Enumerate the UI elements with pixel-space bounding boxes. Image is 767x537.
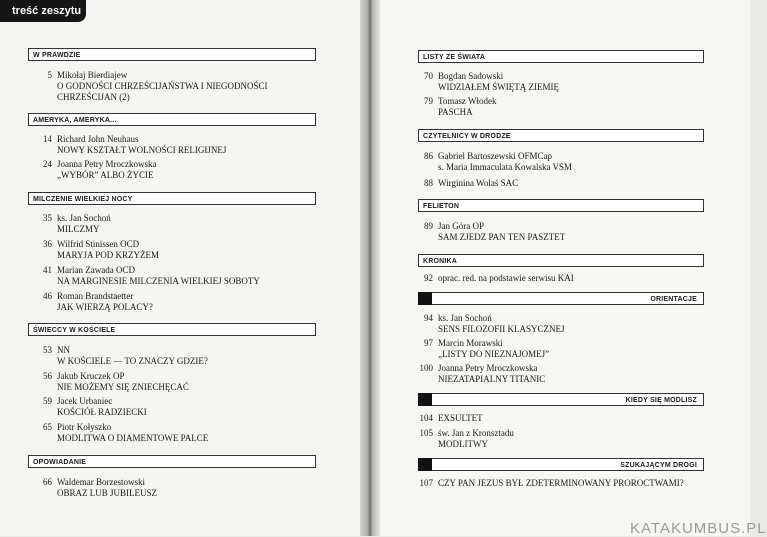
entry-title: SENS FILOZOFII KLASYCZNEJ [438,324,565,334]
entry-author: Bogdan Sadowski [438,71,504,81]
entry-author: Tomasz Włodek [438,96,497,106]
page-number: 86 [424,151,433,161]
section-header: LISTY ZE ŚWIATA [418,50,704,63]
entry-title: NIE MOŻEMY SIĘ ZNIECHĘCAĆ [57,382,189,392]
entry-author: Jan Góra OP [438,221,484,231]
entry-title: MODLITWY [438,439,488,449]
section-title: SZUKAJĄCYM DROGI [620,462,697,469]
page-number: 65 [43,422,52,432]
entry-author: Joanna Petry Mroczkowska [438,363,538,373]
entry-author: Jacek Urbaniec [57,396,113,406]
page-number: 35 [43,213,52,223]
page-number: 41 [43,265,52,275]
entry-author: Marian Zawada OCD [57,265,135,275]
page-number: 94 [424,313,433,323]
page-number: 36 [43,239,52,249]
page-number: 70 [424,71,433,81]
entry-author: Marcin Morawski [438,338,503,348]
entry-title-continued: CHRZEŚCIJAN (2) [57,92,130,102]
entry-author: Joanna Petry Mroczkowska [57,159,157,169]
entry-title: NIEZATAPIALNY TITANIC [438,374,546,384]
section-header [418,458,704,471]
entry-title: NA MARGINESIE MILCZENIA WIELKIEJ SOBOTY [57,276,260,286]
watermark: KATAKUMBUS.PL [630,520,767,537]
entry-title: „WYBÓR” ALBO ŻYCIE [57,170,154,180]
page-number: 105 [419,428,433,438]
section-marker [418,292,432,305]
entry-title: KOŚCIÓŁ RADZIECKI [57,407,147,417]
entry-title: CZY PAN JEZUS BYŁ ZDETERMINOWANY PROROCTWAMI? [438,478,684,488]
entry-title: PASCHA [438,107,473,117]
entry-author: Gabriel Bartoszewski OFMCap [438,151,552,161]
entry-author: Roman Brandstaetter [57,291,134,301]
entry-author: Piotr Kołyszko [57,422,112,432]
entry-title: NOWY KSZTAŁT WOLNOŚCI RELIGIJNEJ [57,145,227,155]
section-marker [418,458,432,471]
section-header: OPOWIADANIE [28,455,316,468]
entry-author: Wilfrid Stinissen OCD [57,239,140,249]
section-marker [418,393,432,406]
section-header: FELIETON [418,199,704,212]
entry-title: MILCZMY [57,224,100,234]
page-number: 107 [419,478,433,488]
entry-author-second: s. Maria Immaculata Kowalska VSM [438,162,573,172]
entry-title: O GODNOŚCI CHRZEŚCIJAŃSTWA I NIEGODNOŚCI [57,81,268,91]
entry-title: MODLITWA O DIAMENTOWE PALCE [57,433,209,443]
page-number: 24 [43,159,52,169]
section-header: ŚWIECCY W KOŚCIELE [28,323,316,336]
entry-author: Richard John Neuhaus [57,134,139,144]
page-number: 53 [43,345,52,355]
page-number: 89 [424,221,433,231]
entry-author: Mikołaj Bierdiajew [57,70,128,80]
section-title: ORIENTACJE [650,296,697,303]
left-page [0,0,368,536]
page-number: 104 [419,413,433,423]
book-gutter [360,0,380,536]
entry-author: Jakub Kruczek OP [57,371,125,381]
entry-author: Wirginina Wolaś SAC [438,178,519,188]
right-page [371,0,750,536]
section-header: KRONIKA [418,254,704,267]
entry-title: MARYJA POD KRZYŻEM [57,250,160,260]
section-header [418,292,704,305]
page-number: 66 [43,477,52,487]
entry-author: oprac. red. na podstawie serwisu KAI [438,273,574,283]
entry-author: NN [57,345,70,355]
entry-author: ks. Jan Sochoń [57,213,111,223]
entry-title: OBRAZ LUB JUBILEUSZ [57,488,158,498]
page-number: 14 [43,134,52,144]
entry-title: WIDZIAŁEM ŚWIĘTĄ ZIEMIĘ [438,82,559,92]
entry-title: W KOŚCIELE — TO ZNACZY GDZIE? [57,356,208,366]
entry-author: Waldemar Borzestowski [57,477,146,487]
page-number: 5 [47,70,52,80]
page-number: 97 [424,338,433,348]
entry-title: „LISTY DO NIEZNAJOMEJ” [438,349,550,359]
page-number: 88 [424,178,433,188]
entry-author: św. Jan z Kronsztadu [438,428,514,438]
section-header [418,393,704,406]
contents-tab: treść zeszytu [0,0,86,22]
entry-author: ks. Jan Sochoń [438,313,492,323]
entry-title: JAK WIERZĄ POLACY? [57,302,153,312]
section-header: MILCZENIE WIELKIEJ NOCY [28,192,316,205]
section-header: W PRAWDZIE [28,48,316,61]
section-header: CZYTELNICY W DRODZE [418,129,704,142]
page-number: 79 [424,96,433,106]
page-number: 56 [43,371,52,381]
page-number: 59 [43,396,52,406]
entry-title: EXSULTET [438,413,483,423]
page-number: 92 [424,273,433,283]
page-number: 100 [419,363,433,373]
entry-title: SAM ZJEDZ PAN TEN PASZTET [438,232,566,242]
section-title: KIEDY SIĘ MODLISZ [625,397,697,404]
section-header: AMERYKA, AMERYKA... [28,113,316,126]
page-number: 46 [43,291,52,301]
